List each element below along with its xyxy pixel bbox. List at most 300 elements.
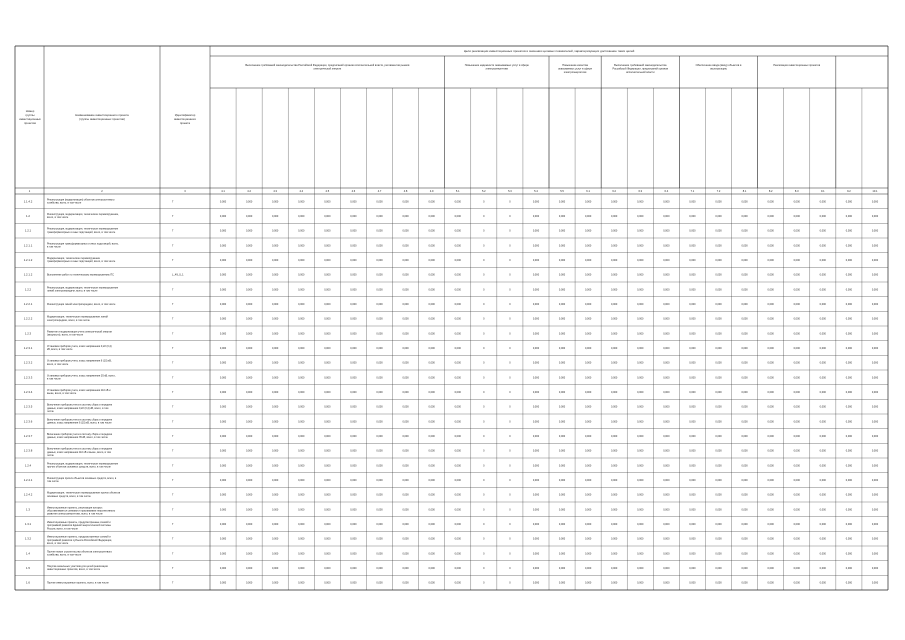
- row-value: 0: [509, 493, 511, 497]
- row-value: 0,000: [663, 273, 670, 277]
- row-value: 0: [483, 493, 485, 497]
- text-line: Развитие и модернизация учета электрической энергии: [47, 330, 112, 334]
- row-value: 0,000: [376, 200, 383, 204]
- text-line: данных, класс напряжения 110 кВ и выше, всего, в том: [47, 450, 111, 454]
- row-value: 0,000: [767, 391, 774, 394]
- row-value: 0,000: [532, 361, 540, 365]
- row-value: 0,000: [767, 581, 774, 585]
- text-line: оказываемых услуг в сфере: [558, 67, 593, 71]
- row-number: 1.2.4.2: [23, 492, 33, 497]
- text-line: электроэнергетики: [563, 71, 587, 75]
- row-value: 0,000: [767, 493, 774, 497]
- text-line: Реконструкция линий электропередачи, всего, в том числе: [47, 303, 116, 306]
- row-value: 0,000: [298, 523, 305, 526]
- row-value: 0,000: [454, 493, 461, 497]
- row-value: 0,000: [767, 229, 774, 233]
- row-identifier: Г: [172, 567, 174, 570]
- row-value: 0,000: [272, 229, 279, 233]
- row-value: 0,000: [715, 332, 722, 336]
- row-value: 0,000: [793, 449, 800, 453]
- row-value: 0,000: [637, 391, 644, 394]
- col-number: 6.3: [638, 189, 643, 193]
- row-value: 0,000: [637, 537, 644, 541]
- row-identifier: Г: [172, 361, 174, 365]
- text-line: Реализация инвестиционных проектов: [773, 64, 821, 67]
- row-value: 0,000: [637, 332, 644, 336]
- row-value: 0,000: [558, 391, 566, 394]
- row-value: 0,000: [454, 567, 461, 570]
- row-value: 0: [509, 317, 511, 321]
- row-value: 0,000: [819, 493, 826, 497]
- col-number: 4.5: [325, 189, 330, 193]
- row-value: 0,000: [350, 259, 357, 262]
- row-value: 0,000: [376, 537, 383, 541]
- row-value: 0,000: [272, 405, 279, 409]
- row-value: 0: [483, 391, 485, 394]
- col-number: 2: [101, 189, 103, 193]
- row-value: 0,000: [767, 508, 774, 512]
- text-line: Выполнение работ по техническому перевооружению ПС: [47, 273, 114, 277]
- row-value: 0,000: [402, 581, 409, 585]
- row-value: 0,000: [245, 449, 253, 453]
- row-value: 0,000: [532, 464, 540, 468]
- row-value: 0,000: [871, 479, 879, 482]
- row-value: 0,000: [871, 273, 879, 277]
- row-value: 0: [483, 420, 485, 424]
- row-value: 0,000: [298, 508, 305, 512]
- row-value: 0,000: [272, 200, 279, 204]
- text-line: Модернизация, техническое перевооружение линий: [47, 315, 108, 319]
- row-number: 1.2.2: [24, 287, 32, 292]
- row-value: 0,000: [819, 303, 826, 306]
- row-value: 0,000: [532, 259, 540, 262]
- row-value: 0,000: [532, 493, 540, 497]
- row-value: 0,000: [376, 332, 383, 336]
- text-line: Инвестиционные проекты, реализация которых: [47, 506, 103, 510]
- row-value: 0,000: [402, 317, 409, 321]
- row-value: 0: [483, 273, 485, 277]
- row-value: 0,000: [272, 420, 279, 424]
- row-value: 0,000: [584, 273, 592, 277]
- row-value: 0,000: [558, 567, 566, 570]
- row-value: 0,000: [871, 303, 879, 306]
- row-value: 0,000: [324, 567, 331, 570]
- row-value: 0,000: [637, 552, 644, 556]
- col-number: 4.8: [403, 189, 408, 193]
- row-value: 0,000: [689, 508, 696, 512]
- row-value: 0,000: [793, 464, 800, 468]
- row-value: 0,000: [767, 435, 774, 438]
- row-value: 0,000: [741, 273, 748, 277]
- row-name: [47, 565, 108, 571]
- row-value: 0,000: [376, 317, 383, 321]
- row-value: 0,000: [402, 552, 409, 556]
- row-identifier: Г: [172, 537, 174, 541]
- row-value: 0,000: [298, 493, 305, 497]
- row-identifier: Г: [172, 405, 174, 409]
- row-value: 0,000: [376, 288, 383, 292]
- row-value: 0,000: [376, 420, 383, 424]
- row-value: 0,000: [584, 391, 592, 394]
- row-value: 0,000: [819, 552, 826, 556]
- row-value: 0,000: [402, 347, 409, 350]
- row-value: 0,000: [584, 567, 592, 570]
- row-value: 0: [483, 317, 485, 321]
- row-value: 0,000: [272, 259, 279, 262]
- row-value: 0,000: [584, 508, 592, 512]
- row-value: 0,000: [819, 215, 826, 218]
- row-value: 0,000: [376, 259, 383, 262]
- row-value: 0,000: [637, 229, 644, 233]
- row-value: 0,000: [689, 215, 696, 218]
- row-value: 0,000: [584, 317, 592, 321]
- row-value: 0,000: [219, 229, 227, 233]
- row-value: 0,000: [845, 273, 853, 277]
- row-value: 0,000: [350, 523, 357, 526]
- row-value: 0,000: [715, 420, 722, 424]
- row-value: 0,000: [819, 200, 826, 204]
- row-value: 0,000: [845, 215, 853, 218]
- col-number: 10.1: [872, 189, 878, 193]
- row-value: 0,000: [245, 581, 253, 585]
- row-value: 0,000: [245, 508, 253, 512]
- row-value: 0,000: [767, 244, 774, 248]
- row-value: 0,000: [611, 347, 618, 350]
- row-value: 0,000: [428, 332, 435, 336]
- row-value: 0,000: [219, 523, 227, 526]
- row-value: 0,000: [245, 537, 253, 541]
- row-value: 0,000: [350, 332, 357, 336]
- row-name: [47, 433, 113, 439]
- row-value: 0,000: [611, 391, 618, 394]
- row-value: 0,000: [324, 449, 331, 453]
- row-value: 0: [509, 449, 511, 453]
- row-value: 0: [483, 244, 485, 248]
- row-value: 0,000: [871, 435, 879, 438]
- row-value: 0,000: [532, 420, 540, 424]
- text-line: обуславливается схемами и программами перспективного: [47, 509, 116, 513]
- row-value: 0,000: [298, 273, 305, 277]
- row-value: 0,000: [845, 435, 853, 438]
- row-value: 0,000: [558, 361, 566, 365]
- row-value: 0,000: [428, 508, 435, 512]
- row-value: 0,000: [558, 508, 566, 512]
- row-value: 0,000: [402, 464, 409, 468]
- row-value: 0: [509, 376, 511, 380]
- row-value: 0,000: [637, 449, 644, 453]
- row-value: 0,000: [819, 317, 826, 321]
- text-line: числе: [47, 410, 54, 414]
- col-number: 4.6: [351, 189, 356, 193]
- row-value: 0,000: [402, 200, 409, 204]
- row-value: 0: [509, 200, 511, 204]
- row-value: 0,000: [663, 552, 670, 556]
- row-value: 0: [509, 479, 511, 482]
- row-value: 0,000: [376, 581, 383, 585]
- col-number: 4.2: [247, 189, 251, 193]
- row-value: 0,000: [663, 493, 670, 497]
- row-value: 0,000: [454, 537, 461, 541]
- row-value: 0,000: [532, 552, 540, 556]
- row-value: 0,000: [689, 537, 696, 541]
- row-value: 0,000: [219, 479, 227, 482]
- row-value: 0,000: [767, 361, 774, 365]
- row-value: 0: [509, 523, 511, 526]
- row-value: 0,000: [584, 449, 592, 453]
- row-value: 0,000: [428, 523, 435, 526]
- row-value: 0,000: [793, 391, 800, 394]
- row-value: 0,000: [245, 303, 253, 306]
- row-value: 0,000: [298, 332, 305, 336]
- row-value: 0,000: [819, 435, 826, 438]
- col-number: 5.4: [534, 189, 538, 193]
- row-value: 0,000: [689, 303, 696, 306]
- row-value: 0: [509, 464, 511, 468]
- row-number: 1.2.2.2: [23, 316, 33, 321]
- row-value: 0: [483, 537, 485, 541]
- row-value: 0,000: [402, 288, 409, 292]
- row-value: 0,000: [558, 405, 566, 409]
- row-value: 0,000: [689, 567, 696, 570]
- row-value: 0,000: [584, 464, 592, 468]
- row-value: 0,000: [324, 244, 331, 248]
- row-value: 0,000: [845, 464, 853, 468]
- row-value: 0,000: [245, 479, 253, 482]
- row-value: 0,000: [793, 259, 800, 262]
- row-value: 0,000: [532, 303, 540, 306]
- row-value: 0,000: [272, 361, 279, 365]
- row-value: 0,000: [298, 200, 305, 204]
- row-value: 0,000: [819, 259, 826, 262]
- row-value: 0,000: [376, 435, 383, 438]
- row-value: 0,000: [350, 464, 357, 468]
- row-number: 1.1.4.2: [23, 199, 33, 204]
- row-value: 0,000: [402, 405, 409, 409]
- text-line: основных средств, всего, в том числе: [47, 494, 91, 498]
- row-value: 0,000: [715, 244, 722, 248]
- row-value: 0,000: [454, 464, 461, 468]
- row-value: 0,000: [793, 361, 800, 365]
- row-value: 0,000: [454, 552, 461, 556]
- row-value: 0,000: [767, 332, 774, 336]
- row-value: 0,000: [376, 567, 383, 570]
- row-value: 0,000: [584, 581, 592, 585]
- row-value: 0,000: [741, 537, 748, 541]
- row-value: 0,000: [871, 508, 879, 512]
- row-value: 0,000: [324, 523, 331, 526]
- row-value: 0,000: [715, 229, 722, 233]
- text-line: всего, в том числе: [47, 216, 69, 220]
- row-value: 0,000: [845, 567, 853, 570]
- text-line: всего, в том числе: [47, 362, 69, 366]
- row-value: 0,000: [845, 420, 853, 424]
- row-identifier: Г: [172, 391, 174, 394]
- row-value: 0: [509, 347, 511, 350]
- row-value: 0: [509, 391, 511, 394]
- row-value: 0,000: [272, 581, 279, 585]
- row-value: 0,000: [558, 581, 566, 585]
- row-number: 1.2.3.6: [23, 419, 33, 424]
- row-value: 0,000: [558, 244, 566, 248]
- text-line: инвестиционного: [173, 117, 197, 121]
- text-line: Включение приборов учета в систему сбора и передачи: [47, 403, 113, 407]
- row-value: 0: [483, 449, 485, 453]
- row-value: 0,000: [219, 508, 227, 512]
- text-line: прочих объектов основных средств, всего, в том числе: [47, 465, 111, 469]
- row-value: 0,000: [219, 552, 227, 556]
- row-value: 0: [483, 332, 485, 336]
- row-value: 0,000: [663, 567, 670, 570]
- row-value: 0,000: [584, 420, 592, 424]
- row-identifier: Г: [172, 552, 174, 556]
- text-line: программой развития Единой энергетической системы: [47, 524, 111, 528]
- row-value: 0,000: [584, 552, 592, 556]
- row-value: 0,000: [793, 288, 800, 292]
- row-value: 0,000: [298, 347, 305, 350]
- row-identifier: Г: [172, 464, 174, 468]
- text-line: Реконструкция, модернизация, техническое перевооружение: [47, 286, 119, 290]
- row-value: 0,000: [819, 376, 826, 380]
- row-value: 0,000: [402, 537, 409, 541]
- row-value: 0,000: [793, 420, 800, 424]
- row-value: 0,000: [637, 464, 644, 468]
- row-value: 0,000: [454, 449, 461, 453]
- row-value: 0,000: [871, 229, 879, 233]
- row-value: 0,000: [637, 376, 644, 380]
- row-value: 0,000: [637, 361, 644, 365]
- row-value: 0,000: [819, 273, 826, 277]
- row-identifier: Г: [172, 215, 174, 218]
- row-value: 0,000: [741, 288, 748, 292]
- row-value: 0,000: [584, 229, 592, 233]
- row-value: 0,000: [611, 508, 618, 512]
- row-identifier: Г: [172, 229, 174, 233]
- row-value: 0,000: [663, 420, 670, 424]
- row-value: 0,000: [376, 479, 383, 482]
- row-value: 0,000: [584, 332, 592, 336]
- row-value: 0,000: [272, 567, 279, 570]
- text-line: эксплуатацию: [710, 67, 727, 71]
- row-value: 0,000: [558, 552, 566, 556]
- row-value: 0,000: [376, 405, 383, 409]
- row-value: 0,000: [219, 361, 227, 365]
- row-value: 0,000: [428, 376, 435, 380]
- row-value: 0,000: [584, 537, 592, 541]
- row-value: 0,000: [793, 581, 800, 585]
- row-value: 0,000: [219, 273, 227, 277]
- text-line: Реконструкция, модернизация, техническое перевооружение: [47, 227, 119, 231]
- row-value: 0,000: [272, 552, 279, 556]
- row-value: 0,000: [663, 244, 670, 248]
- row-value: 0,000: [454, 332, 461, 336]
- row-value: 0,000: [298, 244, 305, 248]
- col-number: 9.1: [821, 189, 825, 193]
- row-identifier: Г: [172, 259, 174, 262]
- row-value: 0,000: [611, 332, 618, 336]
- row-value: 0,000: [663, 317, 670, 321]
- row-value: 0,000: [584, 288, 592, 292]
- row-value: 0: [509, 567, 511, 570]
- col-number: 7.2: [716, 189, 721, 193]
- row-value: 0,000: [715, 391, 722, 394]
- row-value: 0,000: [689, 493, 696, 497]
- row-identifier: Г: [172, 581, 174, 585]
- text-line: (мощности), всего, в том числе: [47, 333, 84, 337]
- row-value: 0,000: [428, 200, 435, 204]
- row-value: 0,000: [219, 288, 227, 292]
- row-number: 1.4: [26, 551, 30, 556]
- row-number: 1.2.3.2: [23, 360, 33, 365]
- row-value: 0,000: [350, 361, 357, 365]
- row-value: 0,000: [272, 449, 279, 453]
- row-number: 1.2.3: [24, 331, 32, 336]
- text-line: Установка приборов учета, класс напряжения 6 (10) кВ,: [47, 359, 112, 363]
- row-value: 0,000: [689, 347, 696, 350]
- text-line: Номер: [25, 109, 35, 113]
- text-line: Реконструкция, модернизация, техническое перевооружение: [47, 462, 119, 466]
- text-line: группы: [25, 113, 35, 117]
- row-value: 0: [483, 435, 485, 438]
- row-number: 1.2.1.1: [23, 243, 33, 248]
- row-value: 0,000: [663, 581, 670, 585]
- row-value: 0,000: [324, 479, 331, 482]
- row-value: 0,000: [845, 493, 853, 497]
- row-value: 0,000: [324, 464, 331, 468]
- row-value: 0,000: [845, 332, 853, 336]
- row-value: 0,000: [454, 523, 461, 526]
- row-identifier: Г: [172, 523, 174, 526]
- row-value: 0,000: [532, 508, 540, 512]
- row-value: 0,000: [402, 215, 409, 218]
- row-value: 0,000: [324, 420, 331, 424]
- row-value: 0,000: [741, 552, 748, 556]
- row-value: 0,000: [428, 361, 435, 365]
- row-value: 0,000: [793, 273, 800, 277]
- row-value: 0,000: [454, 317, 461, 321]
- row-value: 0,000: [272, 332, 279, 336]
- row-value: 0,000: [532, 244, 540, 248]
- row-value: 0,000: [219, 259, 227, 262]
- text-line: России, всего, в том числе: [47, 527, 78, 531]
- row-value: 0,000: [871, 567, 879, 570]
- row-value: 0,000: [298, 215, 305, 218]
- row-value: 0,000: [584, 244, 592, 248]
- row-value: 0,000: [402, 332, 409, 336]
- row-number: 1.2.3.7: [23, 434, 33, 438]
- row-number: 1.2.1: [24, 228, 32, 233]
- row-value: 0,000: [637, 347, 644, 350]
- row-value: 0,000: [558, 435, 566, 438]
- row-value: 0,000: [219, 493, 227, 497]
- row-value: 0,000: [819, 244, 826, 248]
- row-value: 0,000: [324, 391, 331, 394]
- row-value: 0,000: [871, 552, 879, 556]
- row-identifier: Г: [172, 493, 174, 497]
- row-value: 0,000: [298, 449, 305, 453]
- row-value: 0,000: [793, 552, 800, 556]
- row-value: 0,000: [376, 391, 383, 394]
- super-header: Цели реализации инвестиционных проектов и значения целевых показателей, характеризующих достижение таких целей: [463, 49, 635, 53]
- row-value: 0,000: [219, 449, 227, 453]
- row-value: 0,000: [298, 420, 305, 424]
- text-line: инвестиционных: [19, 117, 41, 121]
- row-name: [47, 462, 119, 468]
- row-value: 0,000: [741, 449, 748, 453]
- col-number: 4.9: [429, 189, 434, 193]
- row-value: 0,000: [428, 567, 435, 570]
- row-value: 0,000: [558, 523, 566, 526]
- row-value: 0,000: [715, 581, 722, 585]
